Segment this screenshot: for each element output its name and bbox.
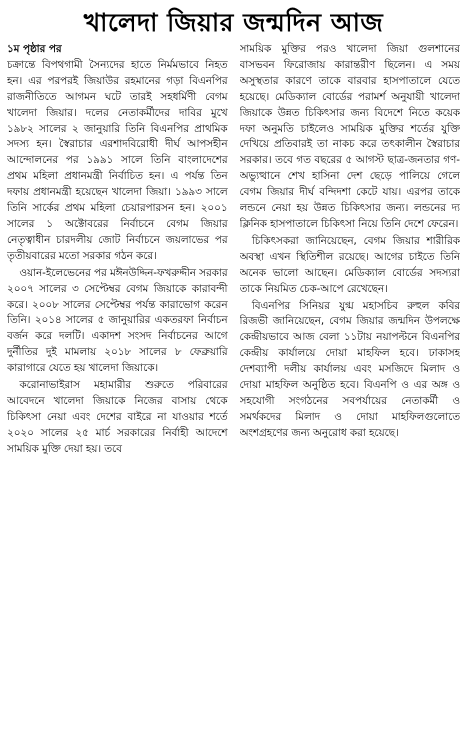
continuation-label: ১ম পৃষ্ঠার পর — [7, 43, 62, 55]
paragraph: ওয়ান-ইলেভেনের পর মঈনউদ্দিন-ফখরুদ্দীন সরকার ২০০৭ সালের ৩ সেপ্টেম্বর বেগম জিয়াকে কারাবন্দী করে। ২০০৮ সালের সেপ্টেম্বর পর্যন্ত কারাভোগ করেন তিনি। ২০১৪ সালের ৫ জানুয়ারির একতরফা নির্বাচন বর্জন করে দলটি। একাদশ সংসদ নির্বাচনের আগে দুর্নীতির দুই মামলায় ২০১৮ সালের ৮ ফেব্রুয়ারি কারাগারে যেতে হয় খালেদা জিয়াকে। — [7, 266, 228, 375]
headline: খালেদা জিয়ার জন্মদিন আজ — [83, 7, 384, 37]
right-column — [240, 42, 461, 730]
article-body — [7, 42, 460, 730]
paragraph: করোনাভাইরাস মহামারীর শুরুতে পরিবারের আবেদনে খালেদা জিয়াকে নিজের বাসায় থেকে চিকিৎসা নেয়া এবং দেশের বাইরে না যাওয়ার শর্তে ২০২০ সালের ২৫ মার্চ সরকারের নির্বাহী আদেশে সাময়িক মুক্তি দেয়া হয়। তবে — [7, 379, 228, 455]
paragraph: চিকিৎসকরা জানিয়েছেন, বেগম জিয়ার শারীরিক অবস্থা এখন স্থিতিশীল রয়েছে। আগের চাইতে তিনি অনেক ভালো আছেন। মেডিক্যাল বোর্ডের সদস্যরা তাকে নিয়মিত চেক-আপে রেখেছেন। — [239, 234, 460, 295]
paragraph: বিএনপির সিনিয়র যুগ্ম মহাসচিব রুহুল কবির রিজভী জানিয়েছেন, বেগম জিয়ার জন্মদিন উপলক্ষে কেন্দ্রীয়ভাবে আজ বেলা ১১টায় নয়াপল্টনে বিএনপির কেন্দ্রীয় কার্যালয়ে দোয়া মাহফিল হবে। ঢাকাসহ দেশব্যাপী দলীয় কার্যালয় এবং মসজিদে মিলাদ ও দোয়া মাহফিল অনুষ্ঠিত হবে। বিএনপি ও এর অঙ্গ ও সহযোগী সংগঠনের সবপর্যায়ের নেতাকর্মী ও সমর্থকদের মিলাদ ও দোয়া মাহফিলগুলোতে অংশগ্রহণের জন্য অনুরোধ করা হয়েছে। — [239, 299, 460, 439]
paragraph: সাময়িক মুক্তির পরও খালেদা জিয়া গুলশানের বাসভবন ফিরোজায় কারান্তরীণ ছিলেন। এ সময় অসুস্থতার কারণে তাকে বারবার হাসপাতালে যেতে হয়েছে। মেডিক্যাল বোর্ডের পরামর্শ অনুযায়ী খালেদা জিয়াকে উন্নত চিকিৎসার জন্য বিদেশে নিতে কয়েক দফা অনুমতি চাইলেও সাময়িক মুক্তির শর্তের যুক্তি দেখিয়ে প্রতিবারই তা নাকচ করে তৎকালীন স্বৈরাচার সরকার। তবে গত বছরের ৫ আগস্ট ছাত্র-জনতার গণ-অভ্যুত্থানে শেখ হাসিনা দেশ ছেড়ে পালিয়ে গেলে বেগম জিয়ার দীর্ঘ বন্দিদশা কেটে যায়। এরপর তাকে লন্ডনে নেয়া হয় উন্নত চিকিৎসার জন্য। লন্ডনের দ্য ক্লিনিক হাসপাতালে চিকিৎসা নিয়ে তিনি দেশে ফেরেন। — [239, 43, 460, 230]
paragraph: চক্রান্তে বিপথগামী সৈন্যদের হাতে নির্মমভাবে নিহত হন। এর পরপরই জিয়াউর রহমানের গড়া বিএনপির রাজনীতিতে আগমন ঘটে তারই সহধর্মিণী বেগম খালেদা জিয়ার। দলের নেতাকর্মীদের দাবির মুখে ১৯৮২ সালের ২ জানুয়ারি তিনি বিএনপির প্রাথমিক সদস্য হন। স্বৈরাচার এরশাদবিরোধী দীর্ঘ আপসহীন আন্দোলনের পর ১৯৯১ সালে তিনি বাংলাদেশের প্রথম মহিলা প্রধানমন্ত্রী নির্বাচিত হন। এ পর্যন্ত তিন দফায় প্রধানমন্ত্রী হয়েছেন খালেদা জিয়া। ১৯৯৩ সালে তিনি সার্কের প্রথম মহিলা চেয়ারপারসন হন। ২০০১ সালের ১ অক্টোবরের নির্বাচনে বেগম জিয়ার নেতৃত্বাধীন চারদলীয় জোট নির্বাচনে জয়লাভের পর তৃতীয়বারের মতো সরকার গঠন করে। — [7, 58, 228, 262]
left-column — [7, 42, 228, 730]
